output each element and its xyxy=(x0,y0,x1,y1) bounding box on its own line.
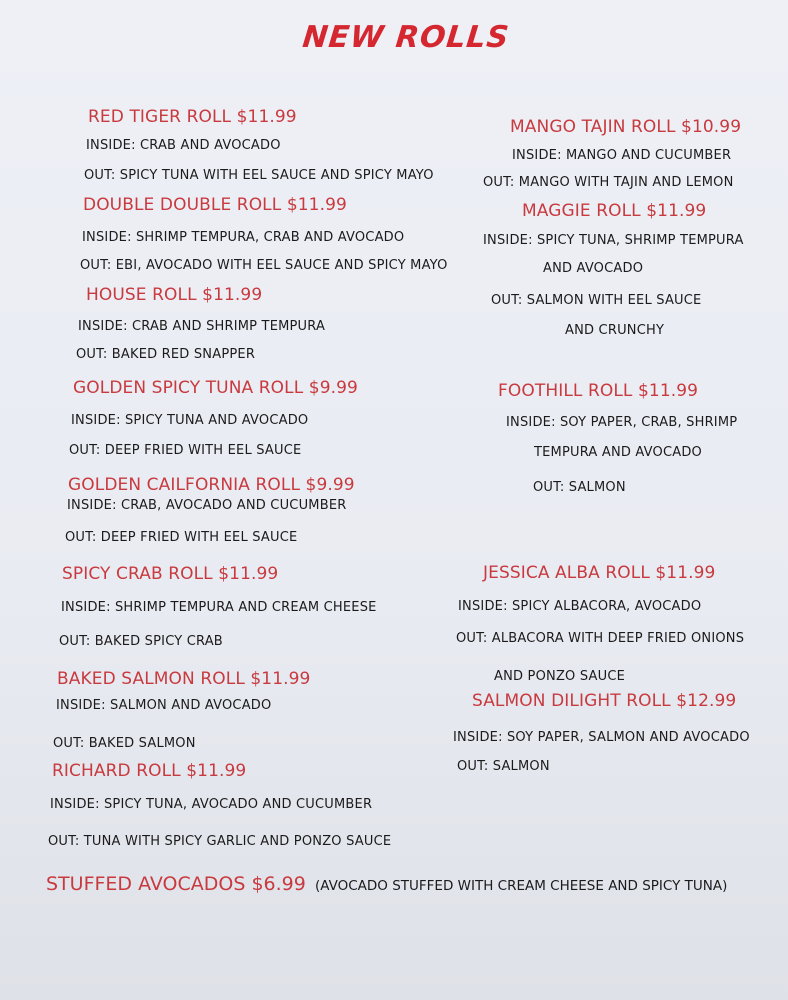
item-out-cont: AND PONZO SAUCE xyxy=(494,669,626,684)
item-out: OUT: MANGO WITH TAJIN AND LEMON xyxy=(483,175,734,190)
item-out-cont: AND CRUNCHY xyxy=(565,323,665,338)
item-out: OUT: ALBACORA WITH DEEP FRIED ONIONS xyxy=(456,631,745,646)
item-out: OUT: EBI, AVOCADO WITH EEL SAUCE AND SPICY MAYO xyxy=(80,258,448,273)
item-inside: INSIDE: CRAB, AVOCADO AND CUCUMBER xyxy=(67,498,347,513)
stuffed-avocados-item xyxy=(46,873,727,895)
item-inside-cont: AND AVOCADO xyxy=(543,261,644,276)
item-name-spicy-crab-roll: SPICY CRAB ROLL $11.99 xyxy=(62,564,279,584)
item-out: OUT: TUNA WITH SPICY GARLIC AND PONZO SAUCE xyxy=(48,834,392,849)
item-out: OUT: DEEP FRIED WITH EEL SAUCE xyxy=(69,443,302,458)
item-inside: INSIDE: SPICY TUNA AND AVOCADO xyxy=(71,413,309,428)
item-inside: INSIDE: SHRIMP TEMPURA AND CREAM CHEESE xyxy=(61,600,377,615)
item-inside: INSIDE: CRAB AND SHRIMP TEMPURA xyxy=(78,319,326,334)
item-name-golden-spicy-tuna-roll: GOLDEN SPICY TUNA ROLL $9.99 xyxy=(73,378,358,398)
item-name-salmon-dilight-roll: SALMON DILIGHT ROLL $12.99 xyxy=(472,691,737,711)
item-inside: INSIDE: SHRIMP TEMPURA, CRAB AND AVOCADO xyxy=(82,230,405,245)
item-inside: INSIDE: SPICY ALBACORA, AVOCADO xyxy=(458,599,702,614)
item-name-richard-roll: RICHARD ROLL $11.99 xyxy=(52,761,247,781)
item-inside: INSIDE: SPICY TUNA, AVOCADO AND CUCUMBER xyxy=(50,797,373,812)
item-out: OUT: BAKED RED SNAPPER xyxy=(76,347,256,362)
item-name-maggie-roll: MAGGIE ROLL $11.99 xyxy=(522,201,707,221)
item-inside: INSIDE: SOY PAPER, SALMON AND AVOCADO xyxy=(453,730,750,745)
item-name-jessica-alba-roll: JESSICA ALBA ROLL $11.99 xyxy=(483,563,716,583)
item-inside: INSIDE: MANGO AND CUCUMBER xyxy=(512,148,732,163)
item-out: OUT: SALMON WITH EEL SAUCE xyxy=(491,293,702,308)
item-out: OUT: BAKED SALMON xyxy=(53,736,196,751)
item-name-stuffed-avocados: STUFFED AVOCADOS $6.99 xyxy=(46,873,306,895)
item-out: OUT: SALMON xyxy=(533,480,626,495)
item-name-mango-tajin-roll: MANGO TAJIN ROLL $10.99 xyxy=(510,117,742,137)
item-name-red-tiger-roll: RED TIGER ROLL $11.99 xyxy=(88,107,297,127)
item-out: OUT: DEEP FRIED WITH EEL SAUCE xyxy=(65,530,298,545)
item-description: (AVOCADO STUFFED WITH CREAM CHEESE AND SPICY TUNA) xyxy=(314,878,728,894)
item-inside: INSIDE: CRAB AND AVOCADO xyxy=(86,138,281,153)
item-inside: INSIDE: SOY PAPER, CRAB, SHRIMP xyxy=(506,415,738,430)
item-inside: INSIDE: SALMON AND AVOCADO xyxy=(56,698,272,713)
item-name-baked-salmon-roll: BAKED SALMON ROLL $11.99 xyxy=(57,669,311,689)
page-title: NEW ROLLS xyxy=(300,20,512,55)
item-out: OUT: SALMON xyxy=(457,759,550,774)
item-out: OUT: BAKED SPICY CRAB xyxy=(59,634,223,649)
item-name-foothill-roll: FOOTHILL ROLL $11.99 xyxy=(498,381,699,401)
item-name-golden-cailfornia-roll: GOLDEN CAILFORNIA ROLL $9.99 xyxy=(68,475,355,495)
item-name-house-roll: HOUSE ROLL $11.99 xyxy=(86,285,263,305)
item-name-double-double-roll: DOUBLE DOUBLE ROLL $11.99 xyxy=(83,195,347,215)
item-inside-cont: TEMPURA AND AVOCADO xyxy=(534,445,702,460)
item-out: OUT: SPICY TUNA WITH EEL SAUCE AND SPICY MAYO xyxy=(84,168,434,183)
item-inside: INSIDE: SPICY TUNA, SHRIMP TEMPURA xyxy=(483,233,744,248)
